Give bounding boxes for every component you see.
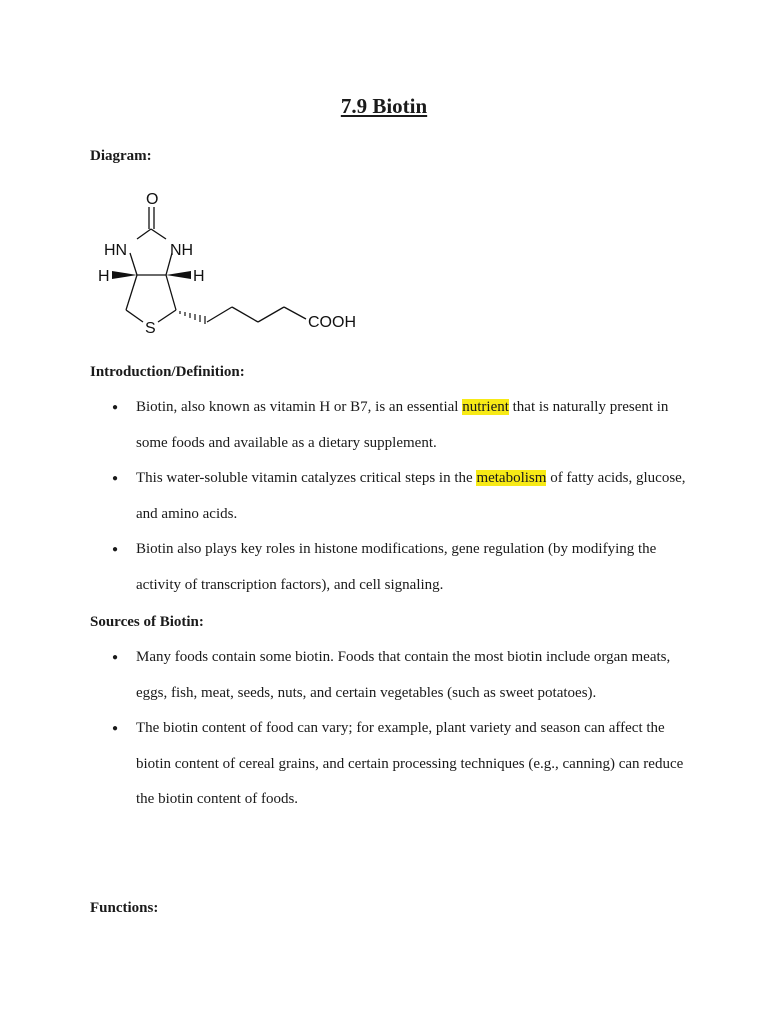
hydrogen-left-label: H [98,268,110,285]
nh-label: NH [170,242,194,259]
sources-bullet-1: ● Many foods contain some biotin. Foods that contain the most biotin include organ meats, eggs, fish, meat, seeds, nuts, and certain vegetables (such as sweet potatoes). [136,640,696,711]
bullet-icon: ● [112,544,119,555]
bullet-icon: ● [112,473,119,484]
page-title: 7.9 Biotin [340,94,428,118]
sources-bullet-2: ● The biotin content of food can vary; for example, plant variety and season can affect the biotin content of cereal grains, and certain processing techniques (e.g., canning) can reduce the biotin content of foods. [136,711,696,818]
bullet-icon: ● [112,402,119,413]
highlight-metabolism: metabolism [476,470,547,486]
diagram-heading: Diagram: [90,148,152,164]
sulfur-label: S [145,320,156,337]
hn-label: HN [104,242,128,259]
functions-heading: Functions: [90,900,159,916]
intro-bullet-3: ● Biotin also plays key roles in histone modifications, gene regulation (by modifying the activity of transcription factors), and cell signaling. [136,532,696,603]
highlight-nutrient: nutrient [462,399,509,415]
intro-bullet-1: ● Biotin, also known as vitamin H or B7, is an essential nutrient that is naturally present in some foods and available as a dietary supplement. [136,390,696,461]
intro-bullet-2: ● This water-soluble vitamin catalyzes critical steps in the metabolism of fatty acids, glucose, and amino acids. [136,461,696,532]
hydrogen-right-label: H [193,268,205,285]
bullet-icon: ● [112,723,119,734]
intro-heading: Introduction/Definition: [90,364,245,380]
cooh-label: COOH [308,314,356,331]
bullet-icon: ● [112,652,119,663]
biotin-structure-diagram [90,185,380,345]
sources-heading: Sources of Biotin: [90,614,204,630]
oxygen-label: O [146,191,159,208]
